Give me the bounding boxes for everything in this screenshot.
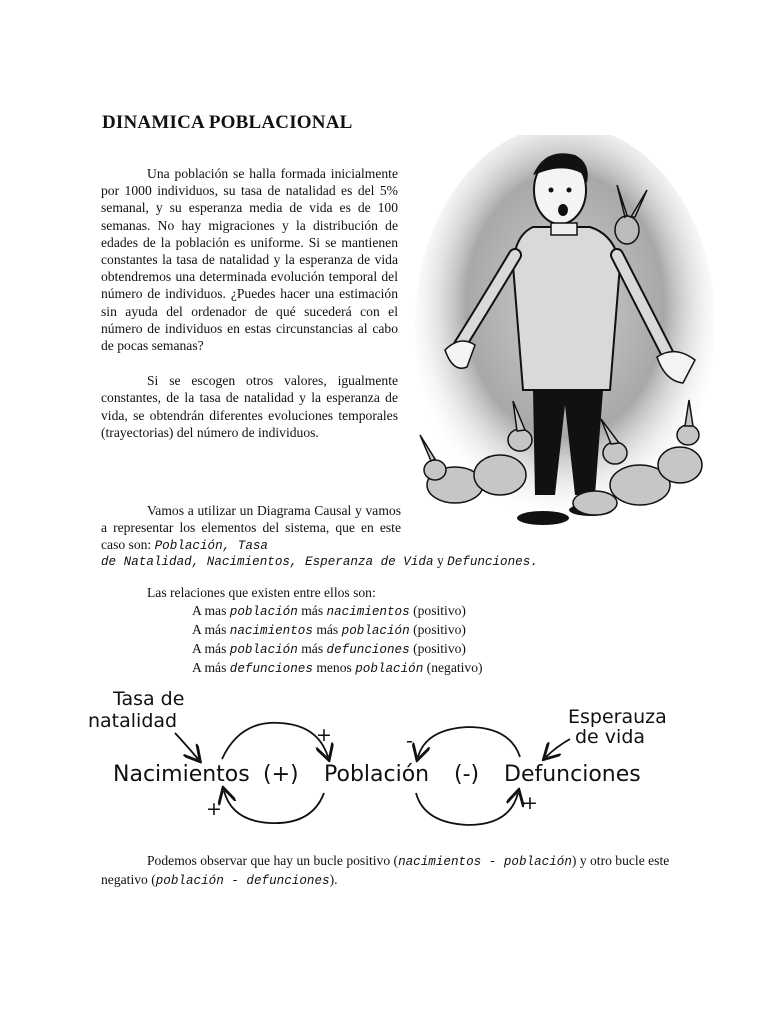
conclusion-paragraph: Podemos observar que hay un bucle positivo (nacimientos - población) y otro bucle este negativo (población - defunciones).	[101, 853, 670, 888]
tasa-natalidad-label-2: natalidad	[88, 710, 178, 732]
causal-diagram	[80, 685, 720, 835]
intro-text	[101, 165, 398, 459]
page-title: DINAMICA POBLACIONAL	[102, 112, 353, 133]
tasa-natalidad-label-1: Tasa de	[113, 688, 185, 710]
element-list-part-1: Población, Tasa	[154, 539, 268, 554]
relations-intro: Las relaciones que existen entre ellos son:	[147, 585, 376, 600]
esperanza-vida-label-2: de vida	[575, 726, 646, 748]
relation-item: A más nacimientos más población (positivo)	[192, 622, 466, 638]
nacimientos-label: Nacimientos	[113, 762, 250, 787]
esperanza-vida-label-1: Esperauza	[568, 706, 667, 728]
man-with-rabbits-illustration	[405, 135, 713, 535]
element-list-part-3: Defunciones.	[447, 555, 538, 569]
element-list-part-2: de Natalidad, Nacimientos, Esperanza de Vida	[101, 555, 434, 569]
paragraph-1: Una población se halla formada inicialmente por 1000 individuos, su tasa de natalidad es del 5% semanal, y su esperanza media de vida es de 100 semanas. No hay migraciones y la distribución de edades de la población es uniforme. Si se mantienen constantes la tasa de natalidad y la esperanza de vida obtendremos una determinada evolución temporal del número de individuos. ¿Puedes hacer una estimación sin ayuda del ordenador de qué sucederá con el número de individuos en estas circunstancias al cabo de pocas semanas?	[101, 166, 398, 354]
element-list-and: y	[436, 553, 444, 568]
positive-loop-sign: (+)	[263, 762, 299, 787]
defunciones-label: Defunciones	[504, 762, 641, 787]
relations-list	[192, 602, 483, 678]
minus-sign-top: -	[406, 730, 413, 752]
negative-loop-sign: (-)	[454, 762, 480, 787]
relation-item: A más población más defunciones (positivo)	[192, 641, 466, 657]
paragraph-3-continued	[101, 553, 538, 569]
relation-item: A más defunciones menos población (negativo)	[192, 660, 483, 676]
paragraph-3	[101, 502, 401, 556]
plus-sign-right: +	[522, 792, 538, 814]
relation-item: A mas población más nacimientos (positivo)	[192, 603, 466, 619]
paragraph-3-text: Vamos a utilizar un Diagrama Causal y vamos a representar los elementos del sistema, que en este caso son:	[101, 503, 401, 553]
paragraph-2: Si se escogen otros valores, igualmente constantes, de la tasa de natalidad y la esperanza de vida, se obtendrán diferentes evoluciones temporales (trayectorias) del número de individuos.	[101, 373, 398, 440]
plus-sign-bottom: +	[206, 798, 222, 820]
plus-sign-top: +	[316, 724, 332, 746]
poblacion-label: Población	[324, 762, 430, 787]
